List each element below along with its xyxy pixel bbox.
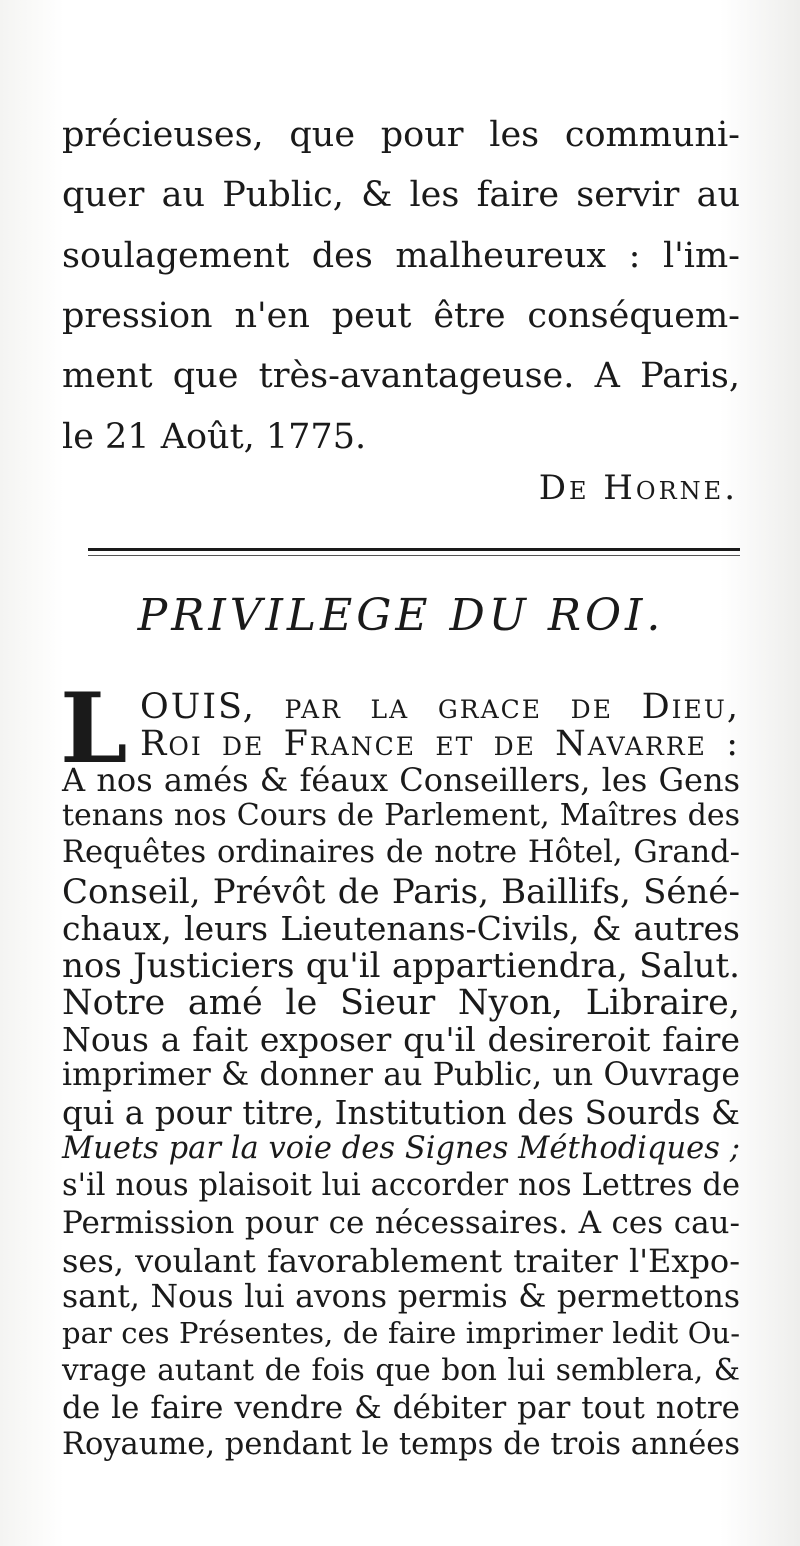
text-line: précieuses, que pour les communi- (62, 115, 740, 155)
text-line: de le faire vendre & débiter par tout notre (62, 1390, 740, 1426)
text-line: Requêtes ordinaires de notre Hôtel, Grand- (62, 835, 740, 870)
divider-rule-thin (88, 555, 740, 556)
text-line: pression n'en peut être conséquem- (62, 296, 740, 336)
signature: De Horne. (538, 468, 738, 508)
text-line: Permission pour ce nécessaires. A ces cau- (62, 1205, 740, 1241)
section-title: PRIVILEGE DU ROI. (137, 590, 665, 641)
text-line: le 21 Août, 1775. (62, 417, 367, 457)
text-line: quer au Public, & les faire servir au (62, 175, 740, 215)
text-line: vrage autant de fois que bon lui semblera, & (62, 1353, 740, 1387)
text-line: ment que très-avantageuse. A Paris, (62, 356, 740, 396)
text-line: OUIS, par la grace de Dieu, (140, 687, 740, 727)
text-line: qui a pour titre, Institution des Sourds & (62, 1094, 740, 1132)
text-line: Conseil, Prévôt de Paris, Baillifs, Séné- (62, 872, 740, 912)
text-line: Roi de France et de Navarre : (140, 724, 740, 764)
text-line: soulagement des malheureux : l'im- (62, 236, 740, 276)
text-line: par ces Présentes, de faire imprimer ledit Ou- (62, 1316, 740, 1350)
divider-rule-thick (88, 548, 740, 551)
text-line: Muets par la voie des Signes Méthodiques ; (62, 1131, 740, 1166)
text-line: imprimer & donner au Public, un Ouvrage (62, 1057, 740, 1093)
text-line: Royaume, pendant le temps de trois années (62, 1427, 740, 1462)
text-line: chaux, leurs Lieutenans-Civils, & autres (62, 909, 740, 948)
text-line: s'il nous plaisoit lui accorder nos Lettres de (62, 1168, 740, 1203)
text-line: tenans nos Cours de Parlement, Maîtres des (62, 798, 740, 833)
text-line: Nous a fait exposer qu'il desireroit faire (62, 1020, 740, 1059)
text-line: ses, voulant favorablement traiter l'Expo- (62, 1242, 740, 1280)
text-line: A nos amés & féaux Conseillers, les Gens (62, 761, 740, 799)
text-line: nos Justiciers qu'il appartiendra, Salut. (62, 946, 740, 986)
text-line: sant, Nous lui avons permis & permettons (62, 1279, 740, 1315)
drop-cap: L (60, 672, 128, 785)
text-line: Notre amé le Sieur Nyon, Libraire, (62, 983, 740, 1023)
